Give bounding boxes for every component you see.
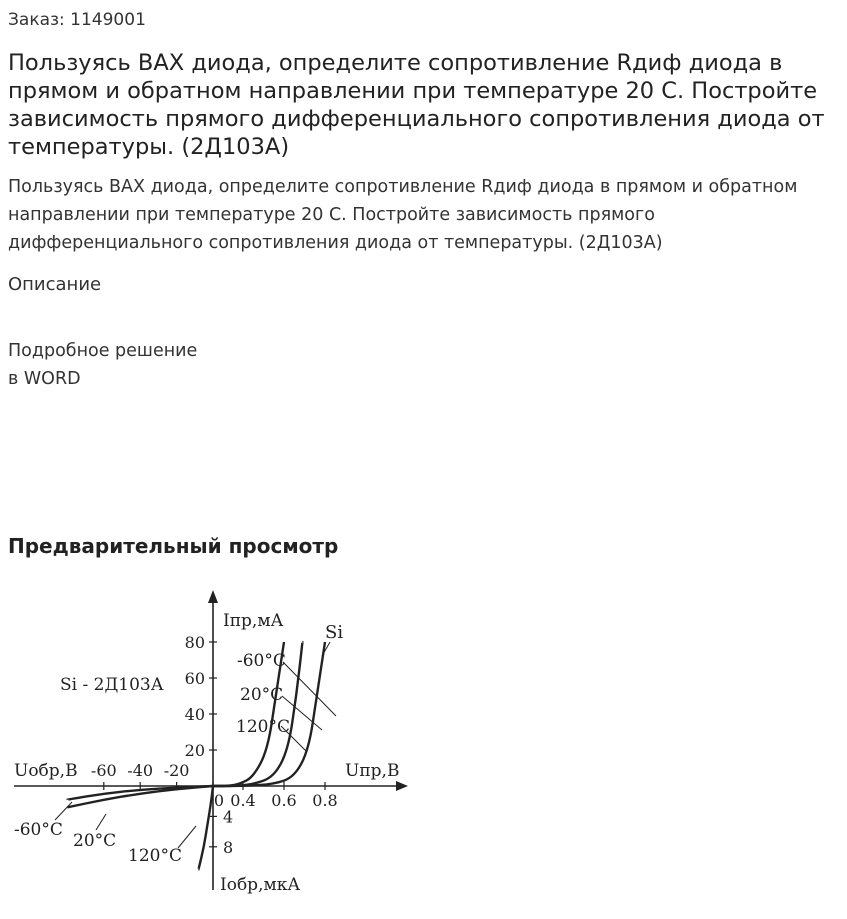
- x-tick-label: 0.4: [230, 791, 256, 810]
- leader-line: [96, 814, 106, 830]
- x-reverse-tick-label: -20: [163, 761, 190, 780]
- reverse-curve-label: 120°C: [128, 846, 182, 866]
- x-reverse-label: Uобр,В: [14, 761, 78, 781]
- x-reverse-tick-label: -40: [127, 761, 154, 780]
- y-tick-label: 20: [184, 741, 205, 760]
- leader-line: [283, 662, 336, 716]
- reverse-curve-label: -60°C: [14, 820, 63, 840]
- y-reverse-tick-label: 8: [223, 837, 234, 857]
- y-axis-arrow: [208, 590, 218, 603]
- forward-curve-label: 20°C: [240, 685, 284, 705]
- leader-line: [55, 802, 72, 820]
- reverse-curve-2: [198, 786, 213, 870]
- device-label: Si - 2Д103А: [60, 675, 164, 695]
- iv-characteristic-chart: [0, 580, 430, 919]
- preview-figure: [0, 580, 430, 919]
- solution-info: [8, 337, 197, 393]
- y-forward-label: Iпр,мА: [223, 611, 284, 631]
- x-tick-label: 0.8: [312, 791, 338, 810]
- forward-curve-label: -60°C: [237, 651, 286, 671]
- x-reverse-tick-label: -60: [90, 761, 117, 780]
- material-label: Si: [325, 622, 344, 643]
- x-tick-label: 0.6: [271, 791, 297, 810]
- forward-curve-label: 120°C: [236, 717, 290, 737]
- x-axis-arrow: [396, 781, 408, 791]
- solution-line-1: Подробное решение: [8, 341, 198, 361]
- solution-line-2: в WORD: [8, 369, 81, 389]
- reverse-curve-label: 20°C: [73, 831, 117, 851]
- order-number: Заказ: 1149001: [8, 10, 146, 30]
- y-tick-label: 40: [184, 705, 205, 724]
- y-reverse-label: Iобр,мкА: [220, 875, 301, 895]
- x-forward-label: Uпр,В: [345, 761, 400, 781]
- task-description: Пользуясь ВАХ диода, определите сопротивление Rдиф диода в прямом и обратном направлении при температуре 20 С. Постройте зависимость прямого дифференциального сопротивления диода от температуры. (2Д103А): [8, 177, 798, 253]
- x-tick-label: 0: [213, 791, 225, 810]
- preview-heading: Предварительный просмотр: [8, 534, 339, 558]
- y-tick-label: 80: [184, 633, 205, 652]
- description-section-label: Описание: [8, 274, 102, 295]
- y-reverse-tick-label: 4: [223, 807, 234, 827]
- leader-line: [178, 826, 196, 848]
- page-title: Пользуясь ВАХ диода, определите сопротивление Rдиф диода в прямом и обратном направлении при температуре 20 С. Постройте зависимость прямого дифференциального сопротивления диода от температуры. (2Д103А): [8, 50, 825, 160]
- y-tick-label: 60: [184, 669, 205, 688]
